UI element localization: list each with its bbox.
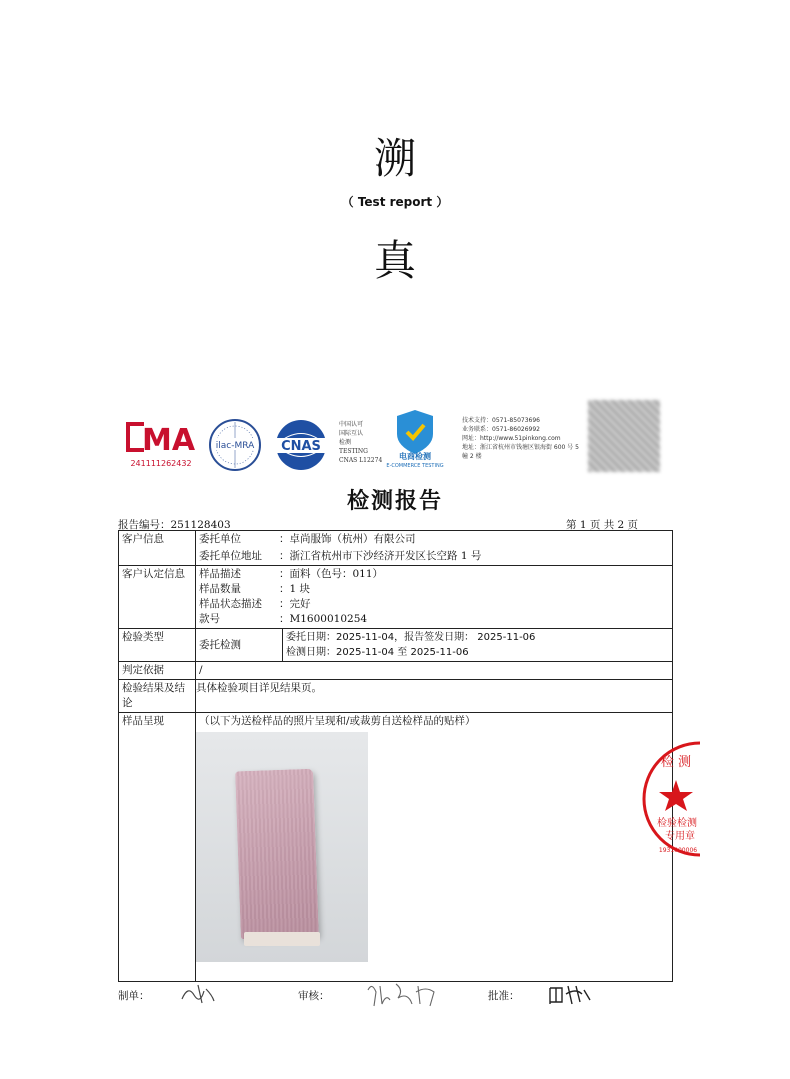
cma-logo-text: MA [142, 423, 196, 458]
cnas-info-line: 中国认可 [339, 421, 364, 428]
sample-desc-key: 样品描述 [199, 568, 241, 580]
dates-line-2: 检测日期：2025-11-04 至 2025-11-06 [286, 647, 469, 658]
conclusion-label: 检验结果及结论 [119, 680, 196, 713]
reviewer-signature [364, 980, 444, 1010]
cma-number: 241111262432 [130, 459, 192, 468]
sample-qty-key: 样品数量 [199, 583, 241, 595]
seal-bottom-text: 专用章 [665, 831, 695, 842]
contact-line: 网址：http://www.51pinkong.com [462, 435, 561, 442]
table-row [119, 629, 673, 662]
page-counter: 第 1 页 共 2 页 [566, 519, 639, 531]
report-number: 报告编号：251128403 [118, 519, 231, 531]
cnas-info-line: 国际互认 [339, 430, 364, 437]
approver-signature [546, 980, 594, 1008]
basis-label: 判定依据 [119, 662, 196, 680]
client-unit-value: ：卓尚服饰（杭州）有限公司 [279, 533, 416, 545]
qr-code-blurred [588, 400, 660, 472]
seal-top-text: 检 测 [660, 755, 692, 770]
table-row [119, 548, 673, 566]
cnas-info-line: 检测 [339, 439, 352, 446]
fabric-sample-edge [244, 932, 320, 946]
table-row [119, 680, 673, 713]
sample-state-value: ：完好 [279, 598, 311, 610]
sample-desc-value: ：面料（色号：011） [279, 568, 384, 580]
contact-line: 技术支持：0571-85073696 [462, 417, 540, 424]
test-type-value: 委托检测 [196, 629, 283, 662]
test-type-label: 检验类型 [119, 629, 196, 662]
approver-label: 批准： [488, 990, 520, 1002]
conclusion-value: 具体检验项目详见结果页。 [196, 680, 673, 713]
seal-middle-text: 检验检测 [657, 818, 697, 829]
maker-signature [178, 981, 218, 1011]
client-address-key: 委托单位地址 [199, 550, 262, 562]
ecommerce-sub: E-COMMERCE TESTING [386, 463, 444, 469]
table-row [119, 531, 673, 549]
sample-photo [196, 732, 368, 962]
ecommerce-testing-logo [385, 408, 445, 470]
contact-line: 幢 2 楼 [462, 453, 482, 460]
customer-confirm-label: 客户认定信息 [119, 566, 196, 629]
cover-subtitle: （ Test report ） [341, 195, 449, 209]
sample-show-label: 样品呈现 [119, 713, 196, 982]
sample-show-note: （以下为送检样品的照片呈现和/或裁剪自送检样品的贴样） [199, 715, 476, 727]
cnas-text: CNAS [281, 439, 321, 454]
report-heading: 检测报告 [346, 488, 443, 514]
style-no-value: ：M1600010254 [279, 613, 368, 625]
maker-label: 制单： [118, 990, 150, 1002]
sample-qty-value: ：1 块 [279, 583, 311, 595]
cnas-info-line: CNAS L12274 [339, 457, 383, 464]
table-row [119, 662, 673, 680]
contact-info [462, 416, 587, 461]
star-icon [659, 780, 693, 811]
basis-value: / [196, 662, 673, 680]
reviewer-label: 审核： [298, 990, 330, 1002]
fabric-sample-image [235, 769, 319, 940]
ecommerce-label: 电商检测 [399, 452, 431, 461]
contact-line: 地址：浙江省杭州市钱塘区银海街 600 号 5 [462, 444, 579, 451]
sample-state-key: 样品状态描述 [199, 598, 262, 610]
cnas-info-line: TESTING [339, 448, 368, 455]
cnas-logo [268, 418, 334, 472]
cover-title-char-2: 真 [373, 236, 416, 285]
report-table [118, 530, 673, 982]
table-row [119, 566, 673, 629]
seal-number: 1931000006 [658, 847, 698, 854]
cnas-info [339, 420, 382, 465]
contact-line: 业务联系：0571-86026992 [462, 426, 540, 433]
inspection-seal [642, 738, 700, 860]
cma-logo [120, 418, 202, 472]
style-no-key: 款号 [199, 613, 220, 625]
dates-line-1: 委托日期：2025-11-04，报告签发日期： 2025-11-06 [286, 632, 536, 643]
table-row [119, 713, 673, 982]
ilac-text: ilac-MRA [215, 441, 255, 451]
client-address-value: ：浙江省杭州市下沙经济开发区长空路 1 号 [279, 550, 482, 562]
cover-title-char-1: 溯 [373, 134, 416, 183]
client-unit-key: 委托单位 [199, 533, 241, 545]
ilac-mra-logo [207, 418, 263, 472]
client-info-label: 客户信息 [119, 531, 196, 566]
